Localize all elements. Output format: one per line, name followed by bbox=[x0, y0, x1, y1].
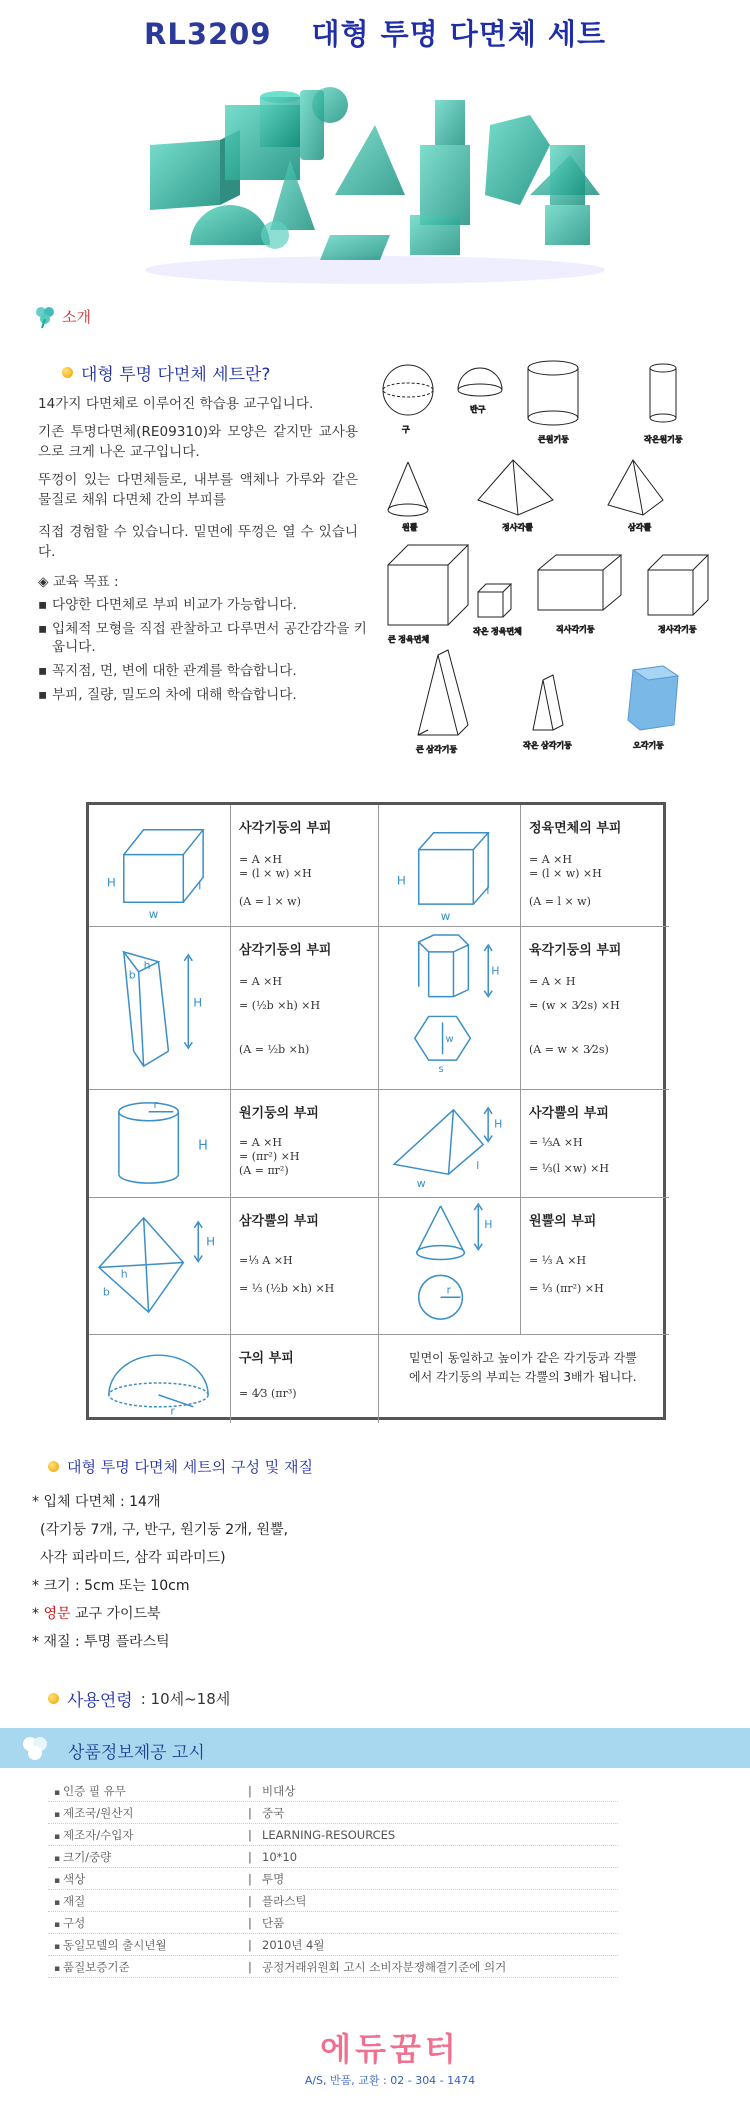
shape-label: 원뿔 bbox=[402, 523, 418, 532]
formula-title: 원뿔의 부피 bbox=[529, 1214, 597, 1229]
cone-figure bbox=[379, 1198, 521, 1335]
notice-key: ▪ 동일모델의 출시년월 bbox=[48, 1937, 248, 1953]
formula-line: = ⅓A ×H bbox=[529, 1136, 583, 1149]
product-photo bbox=[130, 85, 620, 285]
cube-formula bbox=[521, 805, 669, 927]
fig-label-l: l bbox=[486, 883, 490, 898]
fig-label-w: w bbox=[416, 1177, 426, 1191]
shape-label: 정사각기둥 bbox=[658, 625, 697, 634]
formula-line: (A = l × w) bbox=[239, 895, 301, 908]
formula-line: = A ×H bbox=[239, 1136, 282, 1149]
intro-p3: 뚜껑이 있는 다면체들로, 내부를 액체나 가루와 같은 물질로 채워 다면체 간의 부피를 bbox=[38, 472, 358, 508]
formula-line: = A ×H bbox=[529, 853, 572, 866]
formula-line: (A = πr²) bbox=[239, 1164, 289, 1177]
shape-label: 직사각기둥 bbox=[556, 625, 595, 634]
shape-label: 큰 정육면체 bbox=[388, 635, 430, 644]
notice-key: ▪ 크기/중량 bbox=[48, 1849, 248, 1865]
guide-rest-text: 교구 가이드북 bbox=[70, 1606, 161, 1622]
tri-pyramid-formula bbox=[231, 1198, 379, 1335]
product-code: RL3209 bbox=[144, 17, 272, 51]
notice-key: ▪ 구성 bbox=[48, 1915, 248, 1931]
formula-line: = A ×H bbox=[239, 975, 282, 988]
goal-item: ▪ 꼭지점, 면, 변에 대한 관계를 학습합니다. bbox=[38, 662, 368, 680]
bullet-dot-icon bbox=[48, 1693, 59, 1704]
formula-line: = (l × w) ×H bbox=[529, 867, 602, 880]
age-label: 사용연령 bbox=[67, 1691, 133, 1711]
formula-title: 사각기둥의 부피 bbox=[239, 821, 332, 836]
fig-label-H: H bbox=[396, 873, 406, 888]
age-value: : 10세~18세 bbox=[140, 1690, 231, 1708]
hemisphere-figure bbox=[89, 1335, 231, 1423]
notice-row: ▪ 색상 | 투명 bbox=[48, 1868, 618, 1890]
formula-line: = ⅓ (πr²) ×H bbox=[529, 1282, 604, 1295]
formula-note: 밑면이 동일하고 높이가 같은 각기둥과 각뿔에서 각기둥의 부피는 각뿔의 3배가 됩니다. bbox=[409, 1351, 637, 1384]
fig-label-h: h bbox=[120, 1267, 128, 1281]
formula-line: =⅓ A ×H bbox=[239, 1254, 293, 1267]
shape-label: 오각기둥 bbox=[633, 741, 664, 750]
composition-item: * 크기 : 5cm 또는 10cm bbox=[32, 1578, 190, 1594]
hex-prism-formula bbox=[521, 927, 669, 1090]
composition-item: * 입체 다면체 : 14개 bbox=[32, 1494, 161, 1510]
fig-label-l: l bbox=[476, 1159, 480, 1173]
composition-heading bbox=[48, 1456, 313, 1477]
shape-label: 정사각뿔 bbox=[502, 523, 533, 532]
notice-row: ▪ 동일모델의 출시년월 | 2010년 4월 bbox=[48, 1934, 618, 1956]
notice-row: ▪ 인증 필 유무 | 비대상 bbox=[48, 1780, 618, 1802]
intro-heading bbox=[32, 303, 91, 329]
tri-pyramid-figure bbox=[89, 1198, 231, 1335]
formula-line: = 4⁄3 (πr³) bbox=[239, 1387, 297, 1400]
formula-line: = ⅓(l ×w) ×H bbox=[529, 1162, 609, 1175]
fig-label-H: H bbox=[491, 964, 500, 978]
notice-row: ▪ 구성 | 단품 bbox=[48, 1912, 618, 1934]
intro-subheading bbox=[62, 360, 270, 385]
intro-p4: 직접 경험할 수 있습니다. 밑면에 뚜껑은 열 수 있습니다. bbox=[38, 524, 358, 560]
formula-title: 삼각기둥의 부피 bbox=[239, 943, 332, 958]
cylinder-figure bbox=[89, 1090, 231, 1198]
notice-table bbox=[48, 1780, 618, 1978]
notice-key: ▪ 제조자/수입자 bbox=[48, 1827, 248, 1843]
rect-prism-formula bbox=[231, 805, 379, 927]
tri-prism-formula bbox=[231, 927, 379, 1090]
composition-item-guide: * 영문 교구 가이드북 bbox=[32, 1606, 161, 1622]
composition-list bbox=[32, 1488, 288, 1656]
goal-item: ▪ 부피, 질량, 밀도의 차에 대해 학습합니다. bbox=[38, 686, 368, 704]
notice-key: ▪ 인증 필 유무 bbox=[48, 1783, 248, 1799]
fig-label-r: r bbox=[446, 1283, 452, 1297]
notice-value: 공정거래위원회 고시 소비자분쟁해결기준에 의거 bbox=[262, 1959, 507, 1974]
notice-value: 플라스틱 bbox=[262, 1893, 307, 1908]
bullet-dot-icon bbox=[62, 367, 73, 378]
notice-row: ▪ 제조자/수입자 | LEARNING-RESOURCES bbox=[48, 1824, 618, 1846]
formula-line: (A = w × 3⁄2s) bbox=[529, 1043, 609, 1056]
fig-label-r: r bbox=[153, 1097, 159, 1111]
rect-prism-figure bbox=[89, 805, 231, 927]
fig-label-H: H bbox=[106, 875, 116, 890]
formula-line: (A = l × w) bbox=[529, 895, 591, 908]
formula-note-cell bbox=[379, 1335, 669, 1423]
composition-item: * 재질 : 투명 플라스틱 bbox=[32, 1634, 170, 1650]
sphere-formula bbox=[231, 1335, 379, 1423]
cone-formula bbox=[521, 1198, 669, 1335]
intro-subheading-text: 대형 투명 다면체 세트란? bbox=[81, 365, 271, 385]
shape-label: 큰 삼각기둥 bbox=[416, 745, 458, 754]
notice-key: ▪ 색상 bbox=[48, 1871, 248, 1887]
clover-icon bbox=[12, 1732, 58, 1764]
composition-item: (각기둥 7개, 구, 반구, 원기둥 2개, 원뿔, bbox=[40, 1522, 289, 1538]
formula-line: = ⅓ A ×H bbox=[529, 1254, 587, 1267]
formula-title: 육각기둥의 부피 bbox=[529, 943, 622, 958]
notice-key: ▪ 재질 bbox=[48, 1893, 248, 1909]
cube-figure bbox=[379, 805, 521, 927]
fig-label-H: H bbox=[494, 1117, 503, 1131]
formula-line: = A × H bbox=[529, 975, 576, 988]
goal-list bbox=[38, 596, 368, 710]
fig-label-w: w bbox=[440, 909, 451, 924]
notice-value: 중국 bbox=[262, 1805, 285, 1820]
fig-label-H: H bbox=[193, 995, 203, 1010]
shape-label: 작은 정육면체 bbox=[473, 627, 522, 636]
fig-label-H: H bbox=[198, 1138, 208, 1154]
age-range bbox=[48, 1686, 230, 1711]
goal-item: ▪ 다양한 다면체로 부피 비교가 가능합니다. bbox=[38, 596, 368, 614]
composition-item: 사각 피라미드, 삼각 피라미드) bbox=[40, 1550, 226, 1566]
shape-label: 반구 bbox=[470, 405, 486, 414]
cylinder-formula bbox=[231, 1090, 379, 1198]
notice-row: ▪ 재질 | 플라스틱 bbox=[48, 1890, 618, 1912]
composition-heading-text: 대형 투명 다면체 세트의 구성 및 재질 bbox=[67, 1458, 313, 1476]
guide-red-text: 영문 bbox=[43, 1606, 71, 1622]
notice-value: 2010년 4월 bbox=[262, 1937, 325, 1952]
formula-line: = (½b ×h) ×H bbox=[239, 999, 321, 1012]
notice-value: 단품 bbox=[262, 1915, 285, 1930]
notice-row: ▪ 품질보증기준 | 공정거래위원회 고시 소비자분쟁해결기준에 의거 bbox=[48, 1956, 618, 1978]
intro-heading-text: 소개 bbox=[62, 307, 91, 326]
notice-value: 투명 bbox=[262, 1871, 285, 1886]
as-contact: A/S, 반품, 교환 : 02 - 304 - 1474 bbox=[304, 2074, 476, 2087]
formula-line: = ⅓ (½b ×h) ×H bbox=[239, 1282, 335, 1295]
shape-label: 작은 삼각기둥 bbox=[523, 741, 572, 750]
shape-label: 작은원기둥 bbox=[644, 435, 683, 444]
sq-pyramid-formula bbox=[521, 1090, 669, 1198]
fig-label-h: h bbox=[143, 958, 151, 972]
fig-label-b: b bbox=[102, 1285, 110, 1299]
polyhedra-diagram bbox=[378, 350, 723, 760]
notice-value: 비대상 bbox=[262, 1783, 296, 1798]
bullet-dot-icon bbox=[48, 1461, 59, 1472]
fig-label-w: w bbox=[445, 1034, 454, 1046]
tri-prism-figure bbox=[89, 927, 231, 1090]
fig-label-w: w bbox=[148, 907, 159, 922]
fig-label-s: s bbox=[438, 1064, 444, 1076]
notice-value: LEARNING-RESOURCES bbox=[262, 1827, 396, 1842]
fig-label-l: l bbox=[198, 878, 202, 893]
formula-title: 원기둥의 부피 bbox=[239, 1106, 319, 1121]
goal-label: ◈ 교육 목표 : bbox=[38, 574, 119, 590]
formula-title: 사각뿔의 부피 bbox=[529, 1106, 609, 1121]
page-title bbox=[0, 12, 750, 53]
formula-title: 구의 부피 bbox=[239, 1351, 294, 1366]
fig-label-b: b bbox=[128, 968, 136, 982]
product-name: 대형 투명 다면체 세트 bbox=[311, 17, 606, 51]
intro-p1: 14가지 다면체로 이루어진 학습용 교구입니다. bbox=[38, 396, 314, 412]
shape-label: 구 bbox=[402, 425, 410, 434]
clover-icon bbox=[32, 303, 58, 329]
formula-line: = (w × 3⁄2s) ×H bbox=[529, 999, 620, 1012]
notice-row: ▪ 크기/중량 | 10*10 bbox=[48, 1846, 618, 1868]
fig-label-r: r bbox=[170, 1404, 175, 1418]
formula-title: 정육면체의 부피 bbox=[529, 821, 622, 836]
sq-pyramid-figure bbox=[379, 1090, 521, 1198]
fig-label-H: H bbox=[484, 1217, 493, 1231]
shape-label: 삼각뿔 bbox=[628, 523, 652, 532]
formula-line: (A = ½b ×h) bbox=[239, 1043, 310, 1056]
formula-line: = (l × w) ×H bbox=[239, 867, 312, 880]
notice-key: ▪ 제조국/원산지 bbox=[48, 1805, 248, 1821]
notice-key: ▪ 품질보증기준 bbox=[48, 1959, 248, 1975]
formula-line: = A ×H bbox=[239, 853, 282, 866]
fig-label-H: H bbox=[206, 1234, 216, 1249]
formula-line: = (πr²) ×H bbox=[239, 1150, 300, 1163]
notice-row: ▪ 제조국/원산지 | 중국 bbox=[48, 1802, 618, 1824]
notice-banner bbox=[0, 1728, 750, 1768]
volume-formula-table bbox=[86, 802, 666, 1420]
formula-title: 삼각뿔의 부피 bbox=[239, 1214, 319, 1229]
shape-label: 큰원기둥 bbox=[538, 435, 569, 444]
intro-p2: 기존 투명다면체(RE09310)와 모양은 같지만 교사용으로 크게 나온 교구입니다. bbox=[38, 424, 358, 460]
footer-logo bbox=[290, 2024, 490, 2088]
goal-item: ▪ 입체적 모형을 직접 관찰하고 다루면서 공간감각을 키웁니다. bbox=[38, 620, 368, 656]
logo-text: 에듀꿈터 bbox=[320, 2030, 460, 2068]
notice-value: 10*10 bbox=[262, 1849, 298, 1864]
hex-prism-figure bbox=[379, 927, 521, 1090]
notice-title: 상품정보제공 고시 bbox=[68, 1743, 205, 1763]
